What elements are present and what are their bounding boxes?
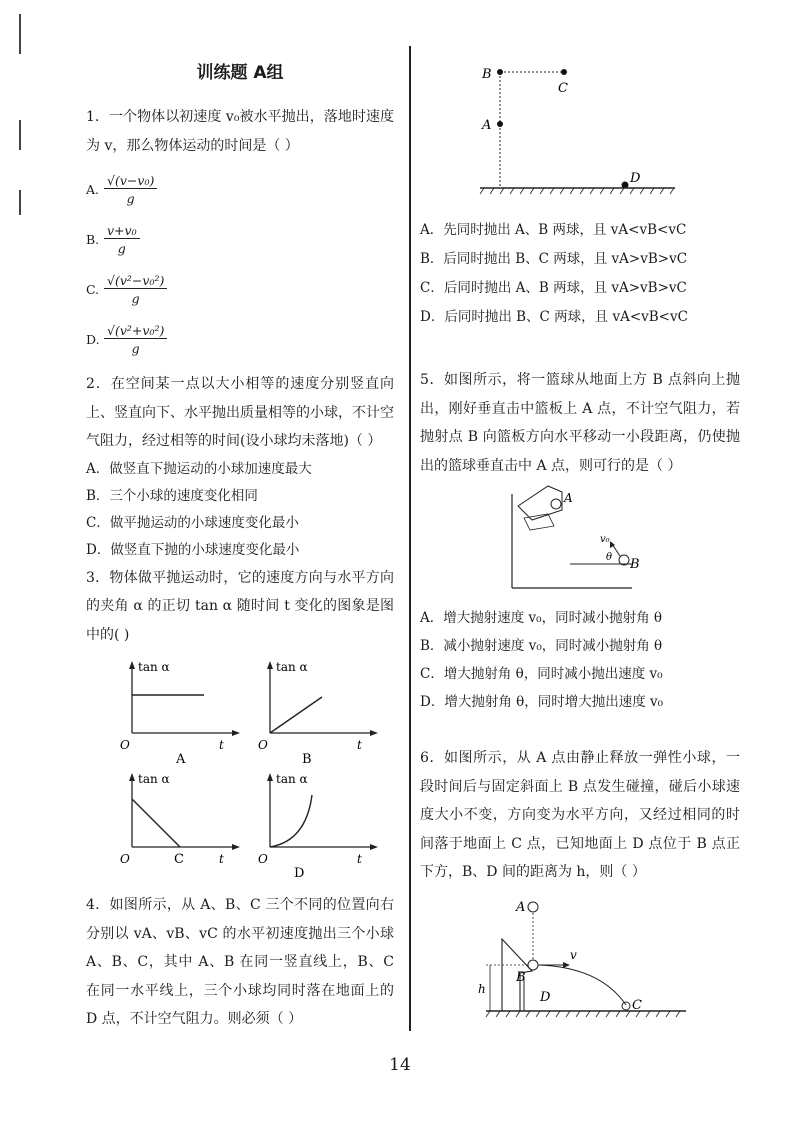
q4-figure (420, 54, 740, 204)
graph-d (258, 772, 378, 877)
point-a-ball (551, 499, 561, 509)
question-6-stem: 6．如图所示，从 A 点由静止释放一弹性小球，一段时间后与固定斜面上 B 点发生碰撞，碰后小球速度大小不变，方向变为水平方向，又经过相同的时间落于地面上 C 点，已知地面上 D 点位于 B 点正下方，B、D 间的距离为 h，则（ ） (420, 750, 740, 880)
q1-option-b: B. $\frac{\text{v+v₀}}{g}$ (86, 214, 394, 264)
q2-option-b: B．三个小球的速度变化相同 (86, 487, 258, 504)
point-c (561, 69, 567, 75)
trajectory (538, 965, 626, 1005)
q5-option-a: A．增大抛射速度 v₀，同时减小抛射角 θ (420, 610, 662, 626)
ball-a (528, 902, 538, 912)
question-4-stem: 4．如图所示，从 A、B、C 三个不同的位置向右分别以 vA、vB、vC 的水平初速度抛出三个小球 A、B、C，其中 A、B 在同一竖直线上，B、C 在同一水平线上，三个小球均同时落在地面上的 D 点，不计空气阻力。则必须（ ） (86, 897, 394, 1027)
graph-a-label: A (176, 752, 186, 767)
page-number: 14 (389, 1055, 411, 1075)
q4-option-a: A．先同时抛出 A、B 两球，且 vA<vB<vC (420, 222, 687, 238)
binding-mark-low (19, 190, 21, 215)
q2-option-d: D．做竖直下抛的小球速度变化最小 (86, 541, 300, 558)
graph-c-ylabel: tan α (138, 772, 170, 786)
ball-b (528, 960, 538, 970)
q6-label-h: h (478, 981, 486, 996)
q6-label-c: C (632, 997, 642, 1013)
graph-a-xlabel: t (219, 738, 224, 752)
graph-d-curve (270, 795, 312, 847)
q6-figure (420, 895, 740, 1020)
question-2-stem: 2．在空间某一点以大小相等的速度分别竖直向上、竖直向下、水平抛出质量相等的小球，不计空气阻力，经过相等的时间(设小球均未落地)（ ） (86, 376, 394, 449)
graph-b-ylabel: tan α (276, 660, 308, 674)
label-c: C (558, 81, 568, 96)
question-1-stem: 1．一个物体以初速度 v₀被水平抛出，落地时速度为 v，那么物体运动的时间是（ ） (86, 109, 394, 154)
q2-option-c: C．做平抛运动的小球速度变化最小 (86, 514, 299, 531)
q1-option-a: A. $\frac{\text{√(v−v₀)}}{g}$ (86, 164, 394, 214)
q1-option-d: D. $\frac{\text{√(v²+v₀²)}}{g}$ (86, 314, 394, 364)
q6-label-a: A (516, 899, 526, 915)
graph-d-label: D (294, 866, 305, 877)
graph-a-ylabel: tan α (138, 660, 170, 674)
graph-b-label: B (302, 752, 312, 767)
q2-option-a: A．做竖直下抛运动的小球加速度最大 (86, 460, 312, 477)
ball-c (622, 1002, 630, 1010)
binding-mark-top (19, 14, 21, 54)
q5-option-d: D．增大抛射角 θ，同时增大抛出速度 v₀ (420, 694, 664, 710)
graph-b-origin: O (258, 738, 268, 752)
graph-c-label: C (174, 852, 184, 867)
label-a: A (482, 118, 492, 133)
graph-d-ylabel: tan α (276, 772, 308, 786)
binding-mark-mid (19, 120, 21, 150)
q3-graphs (86, 657, 394, 877)
question-3-stem: 3．物体做平抛运动时，它的速度方向与水平方向的夹角 α 的正切 tan α 随时间 t 变化的图象是图中的( ) (86, 569, 394, 643)
q5-label-theta: θ (606, 552, 613, 563)
column-divider (409, 46, 411, 1031)
q6-label-d: D (540, 989, 551, 1005)
right-column (420, 54, 740, 1024)
graph-a-origin: O (120, 738, 130, 752)
q4-option-c: C．后同时抛出 A、B 两球，且 vA>vB>vC (420, 280, 687, 296)
left-column (86, 54, 394, 1034)
question-1-options (86, 164, 394, 364)
graph-b-xlabel: t (357, 738, 362, 752)
q5-label-a: A (564, 491, 573, 505)
graph-a (120, 660, 240, 767)
q4-option-b: B．后同时抛出 B、C 两球，且 vA>vB>vC (420, 251, 688, 267)
q5-figure (420, 484, 740, 596)
q6-label-v: v (570, 947, 577, 962)
graph-c-origin: O (120, 852, 130, 866)
graph-c (120, 772, 240, 867)
q5-label-v0: v₀ (600, 534, 610, 545)
graph-c-xlabel: t (219, 852, 224, 866)
page-title: 训练题 A组 (196, 63, 284, 83)
q1-option-c: C. $\frac{\text{√(v²−v₀²)}}{g}$ (86, 264, 394, 314)
point-b (497, 69, 503, 75)
q6-label-b: B (516, 969, 526, 985)
graph-c-curve (132, 799, 180, 847)
graph-b-curve (270, 697, 322, 733)
question-5-stem: 5．如图所示，将一篮球从地面上方 B 点斜向上抛出，刚好垂直击中篮板上 A 点，不计空气阻力，若抛射点 B 向篮板方向水平移动一小段距离，仍使抛出的篮球垂直击中 A 点，则可行的是（ ） (420, 372, 740, 474)
q5-option-b: B．减小抛射速度 v₀，同时减小抛射角 θ (420, 638, 663, 654)
q5-label-b: B (630, 557, 640, 572)
graph-d-origin: O (258, 852, 268, 866)
graph-b (258, 660, 378, 767)
point-a (497, 121, 503, 127)
label-b: B (482, 67, 492, 82)
backboard (518, 486, 562, 520)
label-d: D (630, 171, 641, 186)
q5-option-c: C．增大抛射角 θ，同时减小抛出速度 v₀ (420, 666, 663, 682)
q4-option-d: D．后同时抛出 B、C 两球，且 vA<vB<vC (420, 309, 688, 325)
graph-d-xlabel: t (357, 852, 362, 866)
